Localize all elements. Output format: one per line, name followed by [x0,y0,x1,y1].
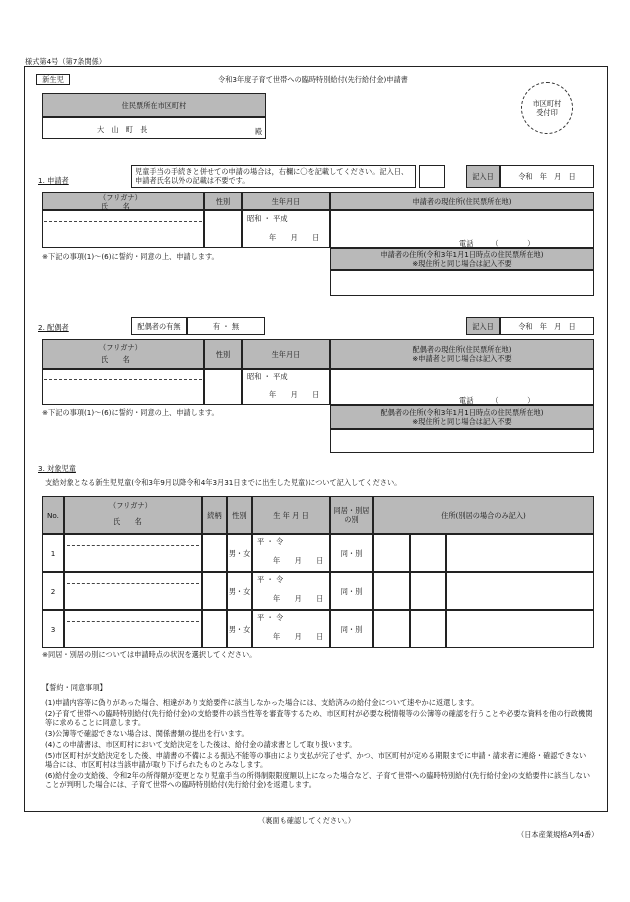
child-col-cohabit: 同居・別居 の別 [330,496,373,534]
child-furigana-divider [67,545,199,546]
child-name-field[interactable] [64,610,202,648]
stamp-label-1: 市区町村 [532,99,562,108]
child-col-address: 住所(別居の場合のみ記入) [373,496,594,534]
child-address-field[interactable] [446,572,594,610]
section-applicant-heading: 1. 申請者 [38,176,69,185]
child-col-name: （フリガナ） 氏 名 [64,496,202,534]
spouse-name-field[interactable] [42,369,204,405]
child-number: 1 [50,548,56,558]
child-gender-field[interactable] [227,534,252,572]
child-furigana-divider [67,583,199,584]
entry-date-field[interactable]: 令和 年 月 日 [500,165,594,188]
child-cohabit-field[interactable] [330,610,373,648]
spouse-address-field[interactable] [330,369,594,405]
spouse-name-header: （フリガナ） 氏 名 [42,339,204,369]
form-title: 令和3年度子育て世帯への臨時特別給付(先行給付金)申請書 [218,75,408,84]
spouse-past-address-header: 配偶者の住所(令和3年1月1日時点の住民票所在地) ※現住所と同じ場合は記入不要 [330,405,594,429]
spouse-entry-date-field[interactable]: 令和 年 月 日 [500,317,594,335]
pledges-list [45,698,593,791]
children-intro: 支給対象となる新生児児童(令和3年9月以降令和4年3月31日までに出生した児童)について記入してください。 [45,478,402,487]
child-furigana-divider [67,621,199,622]
applicant-past-address-field[interactable] [330,270,594,296]
furigana-divider [44,221,202,222]
circle-mark-field[interactable] [419,165,445,188]
pledge-item: (4)この申請書は、市区町村において支給決定をした後は、給付金の請求書として取り扱います。 [45,740,357,749]
child-gender-choice: 男・女 [228,624,251,634]
child-address-sub-field[interactable] [373,534,410,572]
form-number: 様式第4号（第7条関係） [25,57,107,66]
applicant-address-header: 申請者の現住所(住民票所在地) [330,192,594,210]
municipality-label: 住民票所在市区町村 [42,93,266,117]
pledge-item: (1)申請内容等に偽りがあった場合、相違があり支給要件に該当しなかった場合には、支給済みの給付金について速やかに返還します。 [45,698,479,707]
child-birth-date: 年 月 日 [273,556,324,565]
back-side-note: （裏面も確認してください。） [258,816,356,825]
pledge-item: (2)子育て世帯への臨時特別給付(先行給付金)の支給要件の該当性等を審査等するため、市区町村が必要な税情報等の公簿等の確認を行うことや必要な資料を他の行政機関等に求めることに同意します。 [45,709,593,727]
child-gender-field[interactable] [227,610,252,648]
spouse-exist-choice[interactable]: 有 ・ 無 [187,317,265,335]
entry-date-label: 記入日 [466,165,500,188]
child-name-field[interactable] [64,534,202,572]
paper-standard-note: （日本産業規格A列4番） [517,830,599,839]
child-era-choice: 平 ・ 令 [257,537,284,546]
child-era-choice: 平 ・ 令 [257,613,284,622]
applicant-address-field[interactable] [330,210,594,248]
child-birth-field[interactable] [252,534,330,572]
child-row-no [42,534,64,572]
child-col-birth: 生 年 月 日 [252,496,330,534]
child-cohabit-choice: 同・別 [340,586,363,596]
applicant-birth-header: 生年月日 [242,192,330,210]
child-gender-field[interactable] [227,572,252,610]
applicant-birth-field[interactable]: 昭和 ・ 平成 年 月 日 [242,210,330,248]
child-cohabit-choice: 同・別 [340,548,363,558]
honorific: 殿 [255,127,263,136]
child-col-no: No. [42,496,64,534]
pledge-item: (3)公簿等で確認できない場合は、関係書類の提出を行います。 [45,729,249,738]
child-birth-date: 年 月 日 [273,632,324,641]
child-address-sub-field[interactable] [373,572,410,610]
applicant-name-header: （フリガナ） 氏 名 [42,192,204,210]
child-gender-choice: 男・女 [228,586,251,596]
spouse-phone: 電話 （ ） [459,396,535,405]
section-spouse-heading: 2. 配偶者 [38,323,69,332]
spouse-address-header: 配偶者の現住所(住民票所在地) ※申請者と同じ場合は記入不要 [330,339,594,369]
child-address-field[interactable] [446,534,594,572]
child-col-gender: 性別 [227,496,252,534]
child-gender-choice: 男・女 [228,548,251,558]
stamp-label-2: 受付印 [536,108,558,117]
applicant-gender-header: 性別 [204,192,242,210]
applicant-gender-field[interactable] [204,210,242,248]
child-address-sub-field[interactable] [410,572,446,610]
child-birth-field[interactable] [252,610,330,648]
child-number: 3 [50,624,56,634]
spouse-exist-label: 配偶者の有無 [131,317,187,335]
child-row-no [42,572,64,610]
spouse-birth-field[interactable]: 昭和 ・ 平成 年 月 日 [242,369,330,405]
mayor-label: 大 山 町 長 [97,125,148,134]
spouse-past-address-field[interactable] [330,429,594,453]
pledge-item: (5)市区町村が支給決定をした後、申請書の不備による振込不能等の事由により支払が完了せず、かつ、市区町村が定める期限までに申請・請求者に連絡・確認できない場合には、市区町村は当該申請が取り下げられたものとみなします。 [45,751,587,769]
mayor-row [42,117,266,139]
children-note: ※同居・別居の別については申請時点の状況を選択してください。 [42,650,257,659]
applicant-past-address-header: 申請者の住所(令和3年1月1日時点の住民票所在地) ※現住所と同じ場合は記入不要 [330,248,594,270]
child-address-sub-field[interactable] [373,610,410,648]
applicant-pledge-note: ※下記の事項(1)～(6)に誓約・同意の上、申請します。 [42,252,219,261]
child-allowance-note: 児童手当の手続きと併せての申請の場合は，右欄に〇を記載してください。記入日、申請者氏名以外の記載は不要です。 [131,165,416,188]
child-address-field[interactable] [446,610,594,648]
child-address-sub-field[interactable] [410,610,446,648]
pledge-item: (6)給付金の支給後、令和2年の所得額が変更となり児童手当の所得制限限度額以上になった場合など、子育て世帯への臨時特別給付(先行給付金)の支給要件に該当しないことが判明した場合には、子育て世帯への臨時特別給付(先行給付金)を返還します。 [45,771,591,789]
spouse-entry-date-label: 記入日 [466,317,500,335]
child-era-choice: 平 ・ 令 [257,575,284,584]
reception-stamp-area [521,82,573,134]
new-born-tag: 新生児 [36,74,70,85]
child-cohabit-field[interactable] [330,572,373,610]
spouse-pledge-note: ※下記の事項(1)～(6)に誓約・同意の上、申請します。 [42,408,219,417]
child-cohabit-field[interactable] [330,534,373,572]
child-name-field[interactable] [64,572,202,610]
spouse-gender-header: 性別 [204,339,242,369]
child-relation-field[interactable] [202,534,227,572]
pledges-title: 【誓約・同意事項】 [42,683,107,692]
child-row-no [42,610,64,648]
child-cohabit-choice: 同・別 [340,624,363,634]
child-relation-field[interactable] [202,572,227,610]
child-birth-date: 年 月 日 [273,594,324,603]
section-children-heading: 3. 対象児童 [38,464,76,473]
spouse-gender-field[interactable] [204,369,242,405]
child-relation-field[interactable] [202,610,227,648]
spouse-furigana-divider [44,379,202,380]
applicant-name-field[interactable] [42,210,204,248]
child-address-sub-field[interactable] [410,534,446,572]
child-number: 2 [50,586,56,596]
spouse-birth-header: 生年月日 [242,339,330,369]
applicant-phone: 電話 （ ） [459,239,535,248]
child-birth-field[interactable] [252,572,330,610]
child-col-relation: 続柄 [202,496,227,534]
